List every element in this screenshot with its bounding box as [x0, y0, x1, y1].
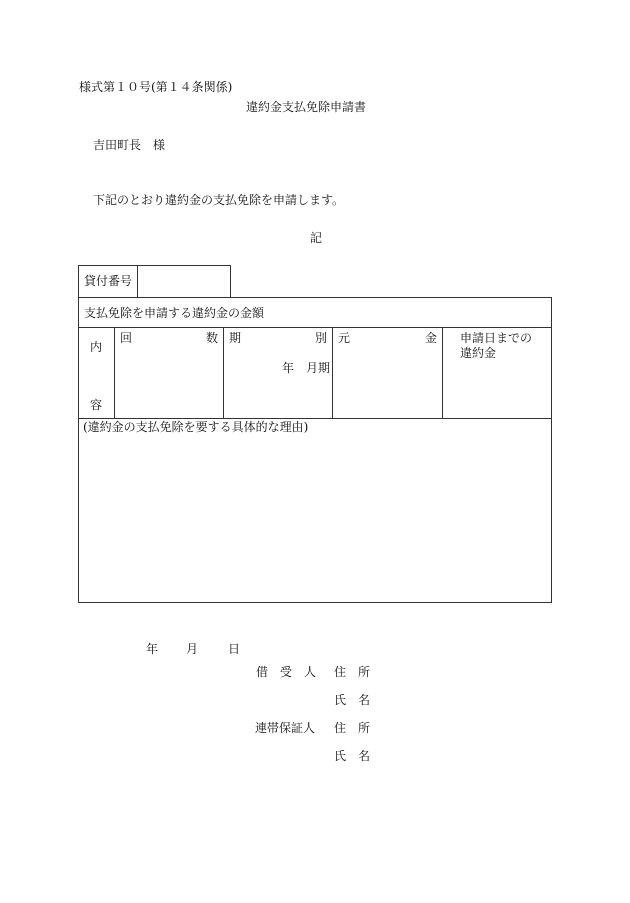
- form-number: 様式第１０号(第１４条関係): [79, 80, 233, 94]
- principal-field[interactable]: [334, 346, 440, 416]
- borrower-address-label: 住 所: [334, 665, 371, 679]
- count-field[interactable]: [116, 346, 221, 416]
- kin-label: 金: [425, 331, 438, 345]
- suu-label: 数: [206, 331, 219, 345]
- loan-number-label: 貸付番号: [84, 274, 133, 288]
- kai-label: 回: [120, 331, 133, 345]
- document-title: 違約金支払免除申請書: [246, 100, 367, 114]
- addressee: 吉田町長 様: [93, 138, 166, 152]
- borrower-label: 借 受 人: [256, 665, 317, 679]
- amount-label: 支払免除を申請する違約金の金額: [84, 306, 265, 320]
- borrower-name-label: 氏 名: [334, 693, 371, 707]
- period-field[interactable]: [225, 378, 330, 416]
- loan-number-field[interactable]: [138, 266, 230, 297]
- penalty-field[interactable]: [444, 362, 550, 416]
- deadline-label-line1: 申請日までの: [460, 331, 533, 345]
- betsu-label: 別: [315, 331, 328, 345]
- col-divider-2: [223, 327, 224, 418]
- row-divider-bottom: [78, 418, 552, 419]
- intro-text: 下記のとおり違約金の支払免除を申請します。: [93, 193, 345, 207]
- guarantor-name-label: 氏 名: [334, 749, 371, 763]
- date-year: 年: [146, 642, 159, 656]
- ki-heading: 記: [310, 231, 323, 245]
- naiyo-top-char: 内: [90, 340, 103, 354]
- date-day: 日: [228, 642, 241, 656]
- guarantor-address-label: 住 所: [334, 721, 371, 735]
- ki-label: 期: [229, 331, 242, 345]
- guarantor-label: 連帯保証人: [255, 721, 316, 735]
- gen-label: 元: [338, 331, 351, 345]
- naiyo-bottom-char: 容: [90, 398, 103, 412]
- col-divider-1: [114, 327, 115, 418]
- col-divider-3: [332, 327, 333, 418]
- reason-field[interactable]: [80, 436, 550, 601]
- reason-label: (違約金の支払免除を要する具体的な理由): [83, 420, 309, 434]
- nen-gakki-label: 年 月期: [282, 361, 331, 375]
- row-divider-top: [78, 327, 552, 328]
- date-month: 月: [186, 642, 199, 656]
- col-divider-4: [442, 327, 443, 418]
- deadline-label-line2: 違約金: [460, 346, 497, 360]
